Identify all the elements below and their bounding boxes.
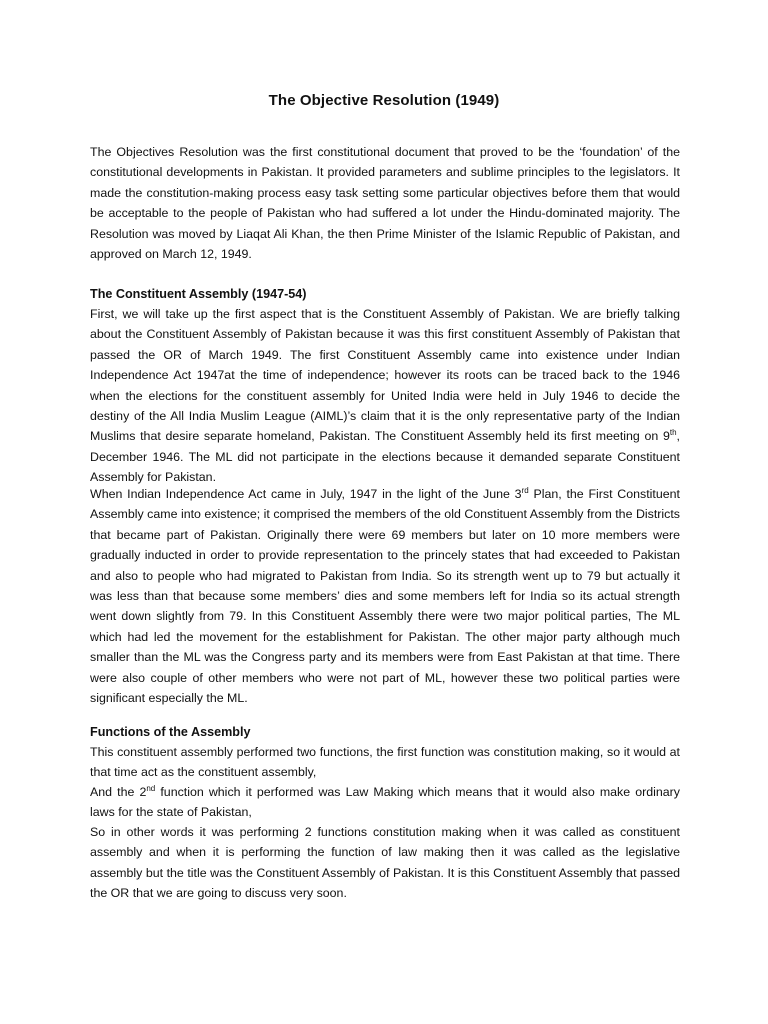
paragraph-text: First, we will take up the first aspect that is the Constituent Assembly of Pakistan. We are briefly talking about the Constituent Assembly of Pakistan because it was this first constituent Assembly of Pakistan that passed the OR of March 1949. The first Constituent Assembly came into existence under Indian Independence Act 1947at the time of independence; however its roots can be traced back to the 1946 when the elections for the constituent assembly for United India were held in July 1946 to decide the destiny of the All India Muslim League (AIML)’s claim that it is the only representative party of the Indian Muslims that desire separate homeland, Pakistan. The Constituent Assembly held its first meeting on 9 — [90, 307, 680, 444]
functions-paragraph-2 — [90, 782, 680, 823]
paragraph-text: When Indian Independence Act came in July, 1947 in the light of the June 3 — [90, 487, 522, 501]
paragraph-text: And the 2 — [90, 785, 147, 799]
intro-paragraph: The Objectives Resolution was the first constitutional document that proved to be the ‘foundation’ of the constitutional developments in Pakistan. It provided parameters and sublime principles to the legislators. It made the constitution-making process easy task setting some particular objectives before them that would be acceptable to the people of Pakistan who had suffered a lot under the Hindu-dominated majority. The Resolution was moved by Liaqat Ali Khan, the then Prime Minister of the Islamic Republic of Pakistan, and approved on March 12, 1949. — [90, 145, 680, 262]
functions-paragraph-1: This constituent assembly performed two functions, the first function was constitution making, so it would at that time act as the constituent assembly, — [90, 745, 680, 780]
constituent-assembly-paragraph-2 — [90, 484, 680, 708]
section-heading-functions: Functions of the Assembly — [90, 725, 251, 739]
paragraph-text: , December 1946. The ML did not participate in the elections because it demanded separate Constituent Assembly for Pakistan. — [90, 429, 680, 485]
document-title: The Objective Resolution (1949) — [268, 92, 500, 109]
section-heading-constituent-assembly: The Constituent Assembly (1947-54) — [90, 287, 307, 301]
functions-paragraph-3: So in other words it was performing 2 functions constitution making when it was called as constituent assembly and when it is performing the function of law making then it was called as the legislative assembly but the title was the Constituent Assembly of Pakistan. It is this Constituent Assembly that passed the OR that we are going to discuss very soon. — [90, 825, 680, 901]
paragraph-text: function which it performed was Law Making which means that it would also make ordinary laws for the state of Pakistan, — [90, 785, 680, 820]
ordinal-suffix: th — [669, 428, 677, 438]
ordinal-suffix: rd — [521, 485, 529, 495]
constituent-assembly-paragraph-1 — [90, 304, 680, 488]
paragraph-text: Plan, the First Constituent Assembly came into existence; it comprised the members of the old Constituent Assembly from the Districts that became part of Pakistan. Originally there were 69 members but later on 10 more members were gradually inducted in order to provide representation to the princely states that had exceeded to Pakistan and also to people who had migrated to Pakistan from India. So its strength went up to 79 but actually it was less than that because some members’ dies and some members left for India so its actual strength went down slightly from 79. In this Constituent Assembly there were two major political parties, The ML which had led the movement for the establishment for Pakistan. The other major party although much smaller than the ML was the Congress party and its members were from East Pakistan at that time. There were also couple of other members who were not part of ML, however these two political parties were significant especially the ML. — [90, 487, 680, 706]
ordinal-suffix: nd — [146, 783, 156, 793]
